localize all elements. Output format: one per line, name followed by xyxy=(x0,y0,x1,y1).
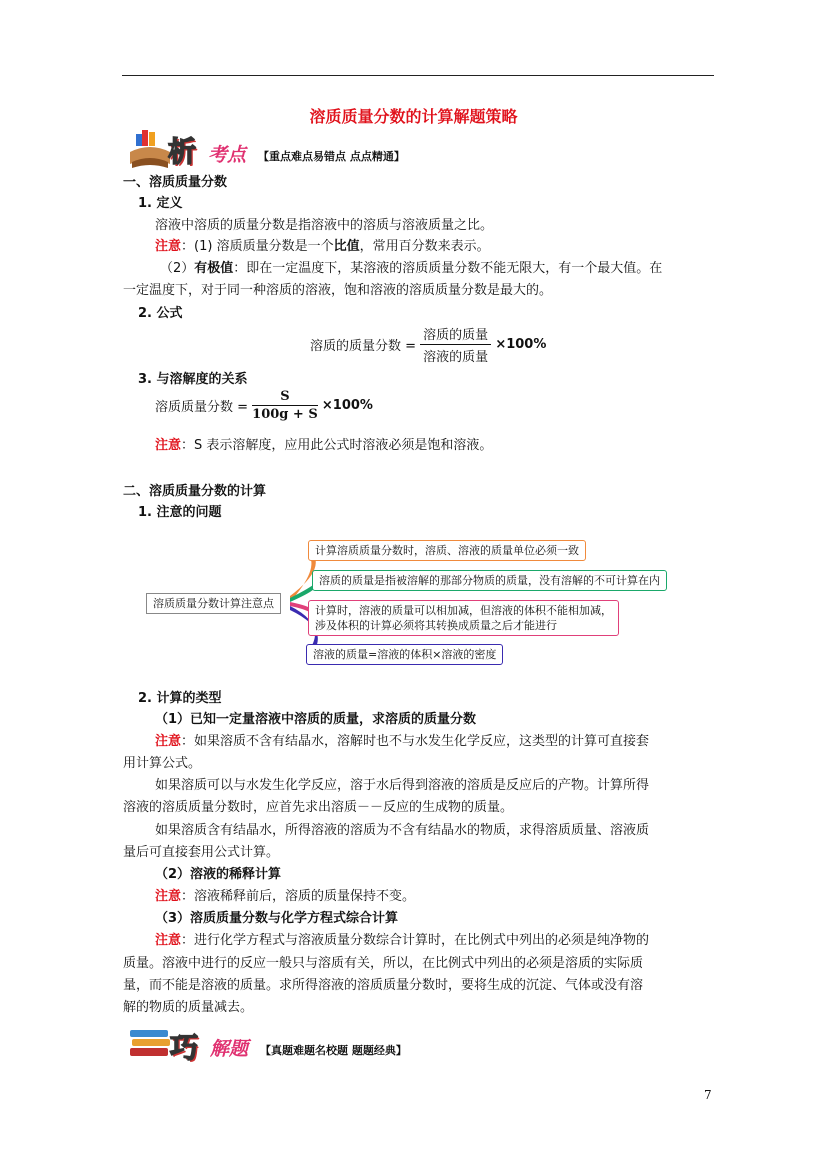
definition-text: 溶液中溶质的质量分数是指溶液中的溶质与溶液质量之比。 xyxy=(155,218,494,233)
section-heading-1: 一、溶质质量分数 xyxy=(123,175,228,190)
note-1: 注意：(1) 溶质质量分数是一个比值，常用百分数来表示。 xyxy=(155,239,490,254)
type-1-para-3-cont: 量后可直接套用公式计算。 xyxy=(123,845,280,860)
mindmap-branch-4: 溶液的质量=溶液的体积×溶液的密度 xyxy=(306,644,503,665)
subheading-solubility: 3. 与溶解度的关系 xyxy=(138,372,248,387)
mindmap-branch-1: 计算溶质质量分数时，溶质、溶液的质量单位必须一致 xyxy=(308,540,586,561)
subheading-formula: 2. 公式 xyxy=(138,306,183,321)
book-icon xyxy=(128,128,172,170)
type-3-note: 注意：进行化学方程式与溶液质量分数综合计算时，在比例式中列出的必须是纯净物的 xyxy=(155,933,650,948)
banner-char: 析 xyxy=(168,135,197,168)
type-2-note: 注意：溶液稀释前后，溶质的质量保持不变。 xyxy=(155,889,416,904)
note-2: （2）有极值：即在一定温度下，某溶液的溶质质量分数不能无限大，有一个最大值。在 xyxy=(160,261,663,276)
banner-analysis xyxy=(128,128,458,172)
page-number: 7 xyxy=(704,1088,712,1102)
books-icon xyxy=(128,1026,172,1062)
type-1-heading: （1）已知一定量溶液中溶质的质量，求溶质的质量分数 xyxy=(155,712,477,727)
note-label: 注意 xyxy=(155,239,182,254)
banner2-caption: 【真题难题名校题 题题经典】 xyxy=(260,1044,407,1057)
subheading-issues: 1. 注意的问题 xyxy=(138,505,222,520)
banner2-word: 解题 xyxy=(210,1038,249,1060)
subheading-types: 2. 计算的类型 xyxy=(138,691,222,706)
note-3: 注意：S 表示溶解度，应用此公式时溶液必须是饱和溶液。 xyxy=(155,438,493,453)
type-1-note-cont: 用计算公式。 xyxy=(123,756,202,771)
page-title: 溶质质量分数的计算解题策略 xyxy=(309,107,518,126)
type-2-heading: （2）溶液的稀释计算 xyxy=(155,867,282,882)
banner-word: 考点 xyxy=(208,144,247,166)
note-2-cont: 一定温度下，对于同一种溶质的溶液，饱和溶液的溶质质量分数是最大的。 xyxy=(123,283,553,298)
type-3-line-3: 量，而不能是溶液的质量。求所得溶液的溶质质量分数时，要将生成的沉淀、气体或没有溶 xyxy=(123,978,644,993)
formula-1-fraction: $\frac{\text{溶质的质量}}{\text{溶液的质量}}$ xyxy=(420,324,491,365)
type-1-para-3: 如果溶质含有结晶水，所得溶液的溶质为不含有结晶水的物质，求得溶质质量、溶液质 xyxy=(155,823,650,838)
section-heading-2: 二、溶质质量分数的计算 xyxy=(123,484,267,499)
type-1-note: 注意：如果溶质不含有结晶水，溶解时也不与水发生化学反应，这类型的计算可直接套 xyxy=(155,734,650,749)
formula-1: 溶质的质量分数 = $\frac{\text{溶质的质量}}{\text{溶液的质量}}$ ×100% xyxy=(310,324,546,365)
banner-caption: 【重点难点易错点 点点精通】 xyxy=(258,150,405,163)
mindmap-branch-2: 溶质的质量是指被溶解的那部分物质的质量，没有溶解的不可计算在内 xyxy=(312,570,667,591)
mindmap xyxy=(140,536,700,672)
formula-2-fraction: $\frac{S}{100g + S}$ xyxy=(252,389,318,422)
type-3-line-2: 质量。溶液中进行的反应一般只与溶质有关，所以，在比例式中列出的必须是溶质的实际质 xyxy=(123,956,644,971)
mindmap-branch-3: 计算时，溶液的质量可以相加减，但溶液的体积不能相加减， 涉及体积的计算必须将其转换成质量之后才能进行 xyxy=(308,600,619,636)
banner2-char: 巧 xyxy=(170,1031,199,1064)
type-3-heading: （3）溶质质量分数与化学方程式综合计算 xyxy=(155,911,399,926)
subheading-definition: 1. 定义 xyxy=(138,196,183,211)
type-3-line-4: 解的物质的质量减去。 xyxy=(123,1000,254,1015)
header-rule xyxy=(122,75,714,76)
formula-2: 溶质质量分数 = $\frac{S}{100g + S}$ ×100% xyxy=(155,389,373,422)
banner-solve xyxy=(128,1024,458,1064)
type-1-para-2-cont: 溶液的溶质质量分数时，应首先求出溶质－－反应的生成物的质量。 xyxy=(123,800,514,815)
mindmap-root: 溶质质量分数计算注意点 xyxy=(146,593,281,614)
type-1-para-2: 如果溶质可以与水发生化学反应，溶于水后得到溶液的溶质是反应后的产物。计算所得 xyxy=(155,778,650,793)
